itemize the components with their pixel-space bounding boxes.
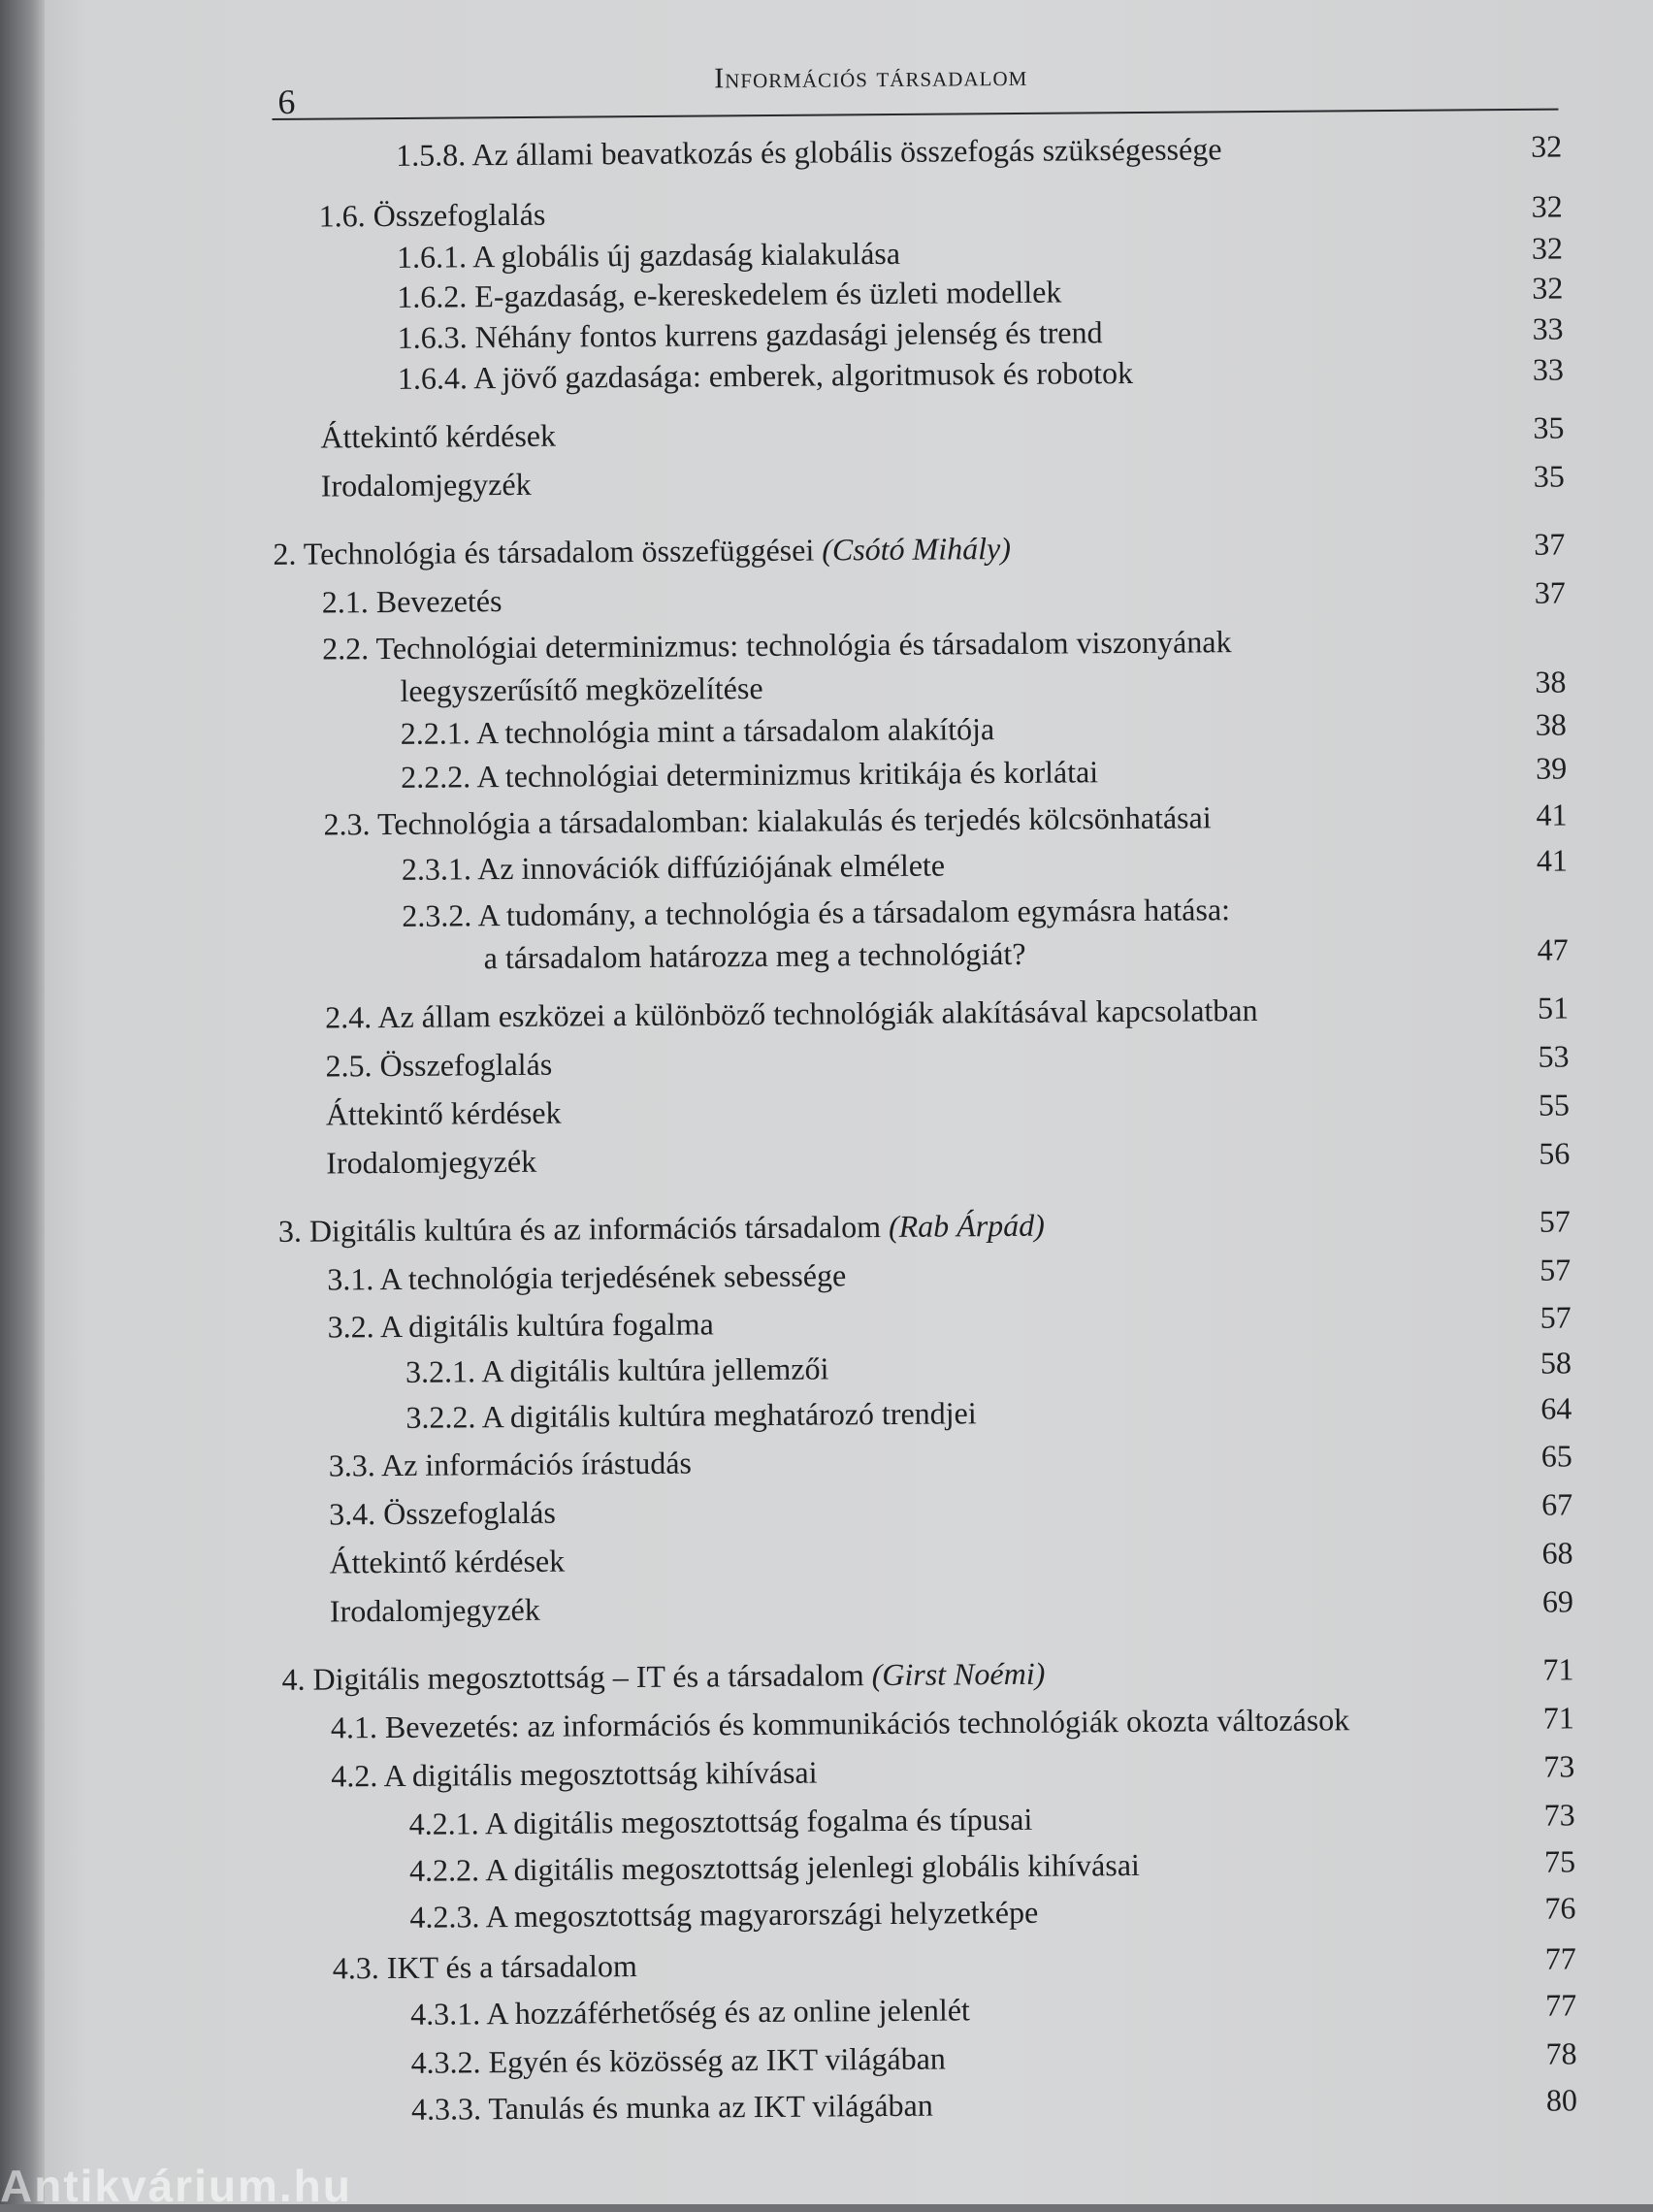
- toc-entry: [276, 1986, 1577, 2032]
- toc-entry-page-number: 32: [1531, 230, 1564, 266]
- toc-entry-title: 1.6.2. E-gazdaság, e-kereskedelem és üzleti modellek: [397, 274, 1062, 314]
- toc-entry-page-number: 71: [1542, 1700, 1574, 1736]
- toc-entry-page-number: 69: [1541, 1583, 1574, 1619]
- toc-entry-page-number: 80: [1545, 2082, 1578, 2118]
- toc-entry-title: a társadalom határozza meg a technológiát?: [483, 935, 1026, 976]
- toc-entry-title: 4.3.1. A hozzáférhetőség és az online jelenlét: [410, 1992, 971, 2032]
- toc-entry: [273, 1485, 1573, 1532]
- toc-entry-page-number: 77: [1544, 1940, 1576, 1976]
- toc-entry: [268, 888, 1568, 933]
- toc-entry-page-number: 56: [1539, 1135, 1571, 1171]
- toc-entry-page-number: 77: [1545, 1987, 1577, 2023]
- toc-entry: [268, 841, 1569, 887]
- toc-entry: [272, 1389, 1572, 1435]
- toc-entry-title: 2. Technológia és társadalom összefüggései (Csótó Mihály): [273, 530, 1012, 571]
- toc-entry-title: 3.2.2. A digitális kultúra meghatározó trendjei: [405, 1395, 977, 1435]
- toc-entry-page-number: 33: [1532, 310, 1564, 346]
- toc-entry-title: 2.2.2. A technológiai determinizmus kritikája és korlátai: [401, 754, 1099, 795]
- toc-entry-title: Áttekintő kérdések: [325, 1094, 562, 1132]
- toc-entry: [275, 1699, 1574, 1745]
- toc-entry-page-number: 38: [1535, 706, 1567, 742]
- toc-entry-title: 4.3.2. Egyén és közösség az IKT világában: [410, 2040, 946, 2080]
- toc-entry-page-number: 35: [1533, 409, 1565, 445]
- toc-entry-page-number: 32: [1531, 188, 1563, 224]
- toc-entry: [273, 1437, 1572, 1483]
- toc-entry-page-number: 64: [1540, 1390, 1572, 1426]
- toc-entry-page-number: 41: [1536, 797, 1568, 832]
- toc-entry: [270, 1134, 1571, 1181]
- toc-entry-title: 3.2.1. A digitális kultúra jellemzői: [405, 1350, 829, 1389]
- toc-entry-title: 3.4. Összefoglalás: [329, 1494, 557, 1532]
- toc-entry-author: (Csótó Mihály): [822, 530, 1012, 568]
- book-spine-shadow: [0, 0, 45, 2204]
- toc-entry: [273, 1534, 1573, 1580]
- toc-entry-title: 4. Digitális megosztottság – IT és a társadalom (Girst Noémi): [281, 1655, 1046, 1697]
- page-header: [272, 47, 1559, 124]
- toc-entry: [274, 1650, 1574, 1697]
- toc-entry: [271, 1251, 1572, 1297]
- toc-entry-title: Áttekintő kérdések: [320, 417, 557, 455]
- toc-entry-title: Irodalomjegyzék: [326, 1143, 537, 1181]
- toc-entry-title: 1.6.3. Néhány fontos kurrens gazdasági jelenség és trend: [397, 314, 1103, 355]
- toc-entry: [276, 1889, 1576, 1935]
- toc-entry: [276, 1939, 1576, 1986]
- toc-entry-page-number: 37: [1534, 526, 1566, 562]
- toc-entry: [276, 1796, 1575, 1841]
- toc-entry-page-number: 47: [1537, 931, 1569, 967]
- toc-entry-title: 2.2.1. A technológia mint a társadalom alakítója: [400, 711, 995, 751]
- toc-entry-title: 4.3.3. Tanulás és munka az IKT világában: [410, 2087, 933, 2127]
- toc-entry-page-number: 38: [1535, 664, 1567, 699]
- toc-entry: [269, 1037, 1570, 1084]
- toc-entry-page-number: 75: [1543, 1843, 1576, 1879]
- toc-entry-page-number: 57: [1540, 1252, 1572, 1287]
- toc-entry-page-number: 65: [1540, 1438, 1572, 1474]
- toc-entry-page-number: 57: [1539, 1203, 1571, 1239]
- toc-entry: [266, 620, 1566, 667]
- toc-entry-title: 3.2. A digitális kultúra fogalma: [327, 1306, 714, 1345]
- table-of-contents: [262, 125, 1577, 2133]
- toc-entry-page-number: 33: [1532, 351, 1565, 387]
- toc-entry-page-number: 35: [1533, 458, 1565, 494]
- toc-entry-page-number: 78: [1545, 2035, 1577, 2071]
- toc-entry-page-number: 76: [1544, 1890, 1576, 1926]
- toc-entry-title: Áttekintő kérdések: [329, 1543, 566, 1580]
- toc-entry-page-number: 41: [1536, 842, 1569, 878]
- toc-entry: [271, 1202, 1571, 1249]
- toc-entry-page-number: 39: [1536, 750, 1568, 786]
- toc-entry: [262, 127, 1563, 173]
- toc-entry-title: Irodalomjegyzék: [329, 1591, 540, 1629]
- toc-entry: [267, 796, 1568, 842]
- toc-entry: [276, 2034, 1577, 2080]
- toc-entry-title: 4.2.2. A digitális megosztottság jelenlegi globális kihívásai: [408, 1846, 1140, 1888]
- toc-entry-title: leegyszerűsítő megközelítése: [400, 669, 763, 708]
- toc-entry-page-number: 68: [1541, 1535, 1573, 1571]
- running-title: Információs társadalom: [714, 59, 1028, 95]
- toc-entry-page-number: 55: [1538, 1087, 1571, 1122]
- toc-entry-title: 2.1. Bevezetés: [321, 583, 502, 620]
- toc-entry: [271, 1298, 1572, 1345]
- toc-entry-title: 3.1. A technológia terjedésének sebessége: [327, 1257, 847, 1297]
- toc-entry: [269, 989, 1570, 1035]
- toc-entry: [276, 1842, 1576, 1888]
- toc-entry-page-number: 57: [1540, 1299, 1572, 1335]
- toc-entry-title: 4.1. Bevezetés: az információs és kommunikációs technológiák okozta változások: [330, 1702, 1350, 1745]
- toc-entry-page-number: 73: [1543, 1797, 1575, 1833]
- toc-entry-page-number: 58: [1540, 1345, 1572, 1381]
- toc-entry-page-number: 53: [1538, 1038, 1570, 1074]
- toc-entry: [272, 1344, 1572, 1389]
- toc-entry: [274, 1582, 1574, 1629]
- toc-entry-title: 1.5.8. Az állami beavatkozás és globális összefogás szükségessége: [396, 131, 1222, 173]
- toc-entry-title: 4.2.3. A megosztottság magyarországi helyzetképe: [409, 1894, 1039, 1935]
- toc-entry: [263, 187, 1563, 234]
- toc-entry-title: 2.3.1. Az innovációk diffúziójának elmélete: [401, 847, 946, 887]
- toc-entry-page-number: 37: [1534, 574, 1566, 610]
- toc-entry-page-number: 67: [1540, 1486, 1573, 1522]
- toc-entry-author: (Girst Noémi): [871, 1655, 1046, 1693]
- header-rule: [273, 109, 1559, 120]
- toc-entry: [265, 525, 1566, 571]
- toc-entry-author: (Rab Árpád): [888, 1207, 1045, 1244]
- toc-entry-title: 3. Digitális kultúra és az információs társadalom (Rab Árpád): [277, 1207, 1045, 1249]
- toc-entry-title: 2.4. Az állam eszközei a különböző technológiák alakításával kapcsolatban: [324, 992, 1258, 1035]
- toc-entry: [266, 573, 1566, 620]
- toc-entry-title: 4.3. IKT és a társadalom: [332, 1948, 637, 1986]
- watermark: Antikvárium.hu: [0, 2161, 352, 2211]
- toc-entry-page-number: 73: [1543, 1748, 1575, 1784]
- toc-entry-page-number: 71: [1542, 1651, 1574, 1687]
- toc-entry-title: Irodalomjegyzék: [320, 466, 532, 504]
- toc-entry-title: 2.2. Technológiai determinizmus: technológia és társadalom viszonyának: [322, 624, 1232, 667]
- toc-entry-title: 1.6.4. A jövő gazdasága: emberek, algoritmusok és robotok: [397, 354, 1134, 396]
- toc-entry: [270, 1086, 1571, 1132]
- toc-entry-page-number: 32: [1530, 128, 1563, 164]
- page-number: 6: [277, 81, 296, 121]
- toc-entry-title: 2.3.2. A tudomány, a technológia és a társadalom egymásra hatása:: [402, 892, 1231, 933]
- toc-entry-title: 2.3. Technológia a társadalomban: kialakulás és terjedés kölcsönhatásai: [323, 799, 1212, 842]
- toc-entry-title: 1.6.1. A globális új gazdaság kialakulása: [396, 235, 901, 275]
- toc-entry: [277, 2081, 1578, 2127]
- toc-entry: [265, 457, 1565, 504]
- toc-entry-title: 3.3. Az információs írástudás: [328, 1445, 693, 1483]
- toc-entry-page-number: 51: [1537, 990, 1570, 1025]
- toc-entry-page-number: 32: [1532, 270, 1564, 306]
- toc-entry-title: 4.2. A digitális megosztottság kihívásai: [331, 1754, 818, 1794]
- toc-entry-title: 1.6. Összefoglalás: [318, 196, 546, 234]
- toc-entry: [264, 408, 1565, 455]
- toc-entry-title: 4.2.1. A digitális megosztottság fogalma és típusai: [408, 1801, 1033, 1841]
- toc-entry-title: 2.5. Összefoglalás: [325, 1046, 553, 1084]
- toc-entry: [275, 1747, 1575, 1794]
